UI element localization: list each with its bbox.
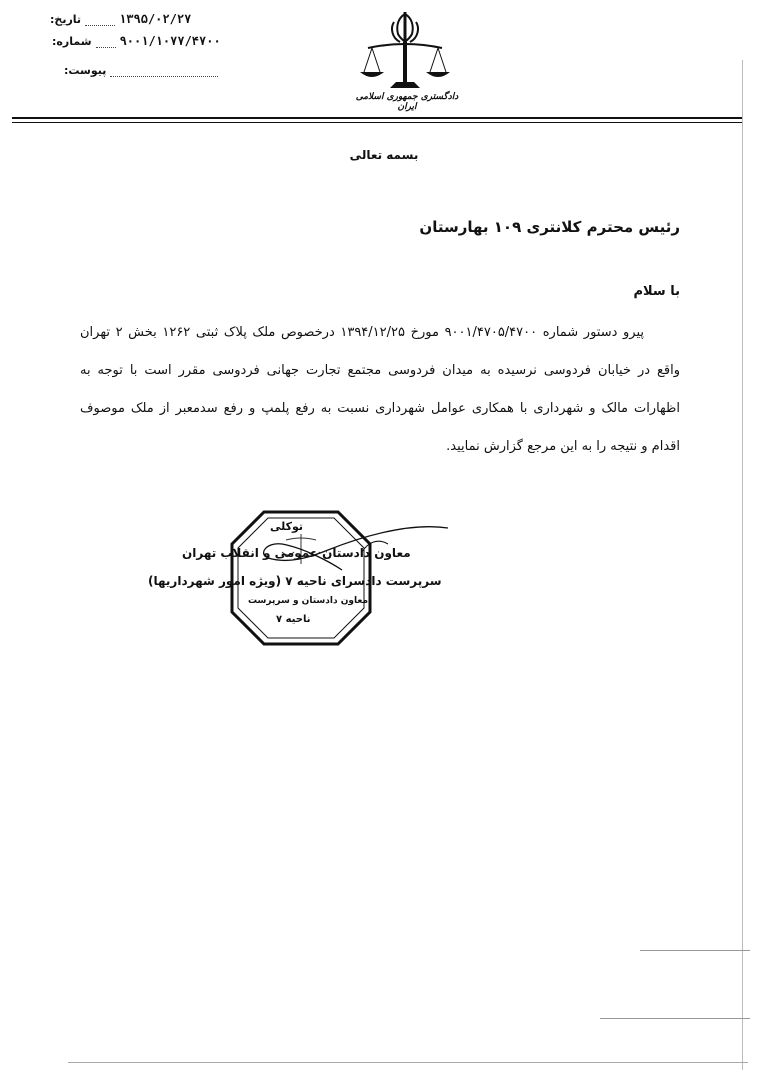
letter-body-paragraph: پیرو دستور شماره ۹۰۰۱/۴۷۰۵/۴۷۰۰ مورخ ۱۳۹۴/۱۲/۲۵ درخصوص ملک پلاک ثبتی ۱۲۶۲ بخش ۲ تهران واقع در خیابان فردوسی نرسیده به میدان فردوسی مجتمع تجارت جهانی فردوسی مقرر است با توجه به اظهارات مالک و شهرداری با همکاری عوامل شهرداری نسبت به رفع پلمپ و رفع سدمعبر از ملک موصوف اقدام و نتیجه را به این مرجع گزارش نمایید. [80, 325, 680, 454]
scan-artifact-line [68, 1062, 748, 1063]
recipient-heading: رئیس محترم کلانتری ۱۰۹ بهارستان [419, 218, 680, 236]
attachment-label: پیوست: [64, 64, 107, 77]
date-row [50, 12, 191, 26]
greeting-text: با سلام [633, 284, 680, 299]
scan-artifact-line [640, 950, 750, 951]
date-dotline [85, 24, 115, 26]
stamp-title: معاون دادستان و سرپرست [248, 596, 369, 606]
stamp-district: ناحیه ۷ [276, 614, 311, 625]
basmala-heading: بسمه تعالی [349, 148, 419, 162]
date-label: تاریخ: [50, 13, 82, 26]
attachment-row [64, 64, 218, 77]
signature-title-line2: سرپرست دادسرای ناحیه ۷ (ویژه امور شهرداریها) [148, 574, 442, 588]
header-rule-thick [12, 117, 742, 119]
date-value: ۱۳۹۵/۰۲/۲۷ [119, 12, 192, 26]
number-row [52, 34, 221, 48]
number-dotline [96, 46, 116, 48]
letter-body [80, 314, 680, 466]
header-rule-thin [12, 122, 742, 123]
emblem-caption: دادگستری جمهوری اسلامی ایران [355, 92, 459, 112]
number-label: شماره: [52, 35, 92, 48]
scan-edge-line [742, 60, 743, 1070]
scan-artifact-line [600, 1018, 750, 1019]
attachment-dotline [110, 75, 218, 77]
handwritten-signature [238, 498, 458, 578]
number-value: ۹۰۰۱/۱۰۷۷/۴۷۰۰ [119, 34, 221, 48]
stamp-name: توکلی [270, 520, 304, 533]
signature-title-line1: معاون دادستان عمومی و انقلاب تهران [182, 546, 411, 560]
